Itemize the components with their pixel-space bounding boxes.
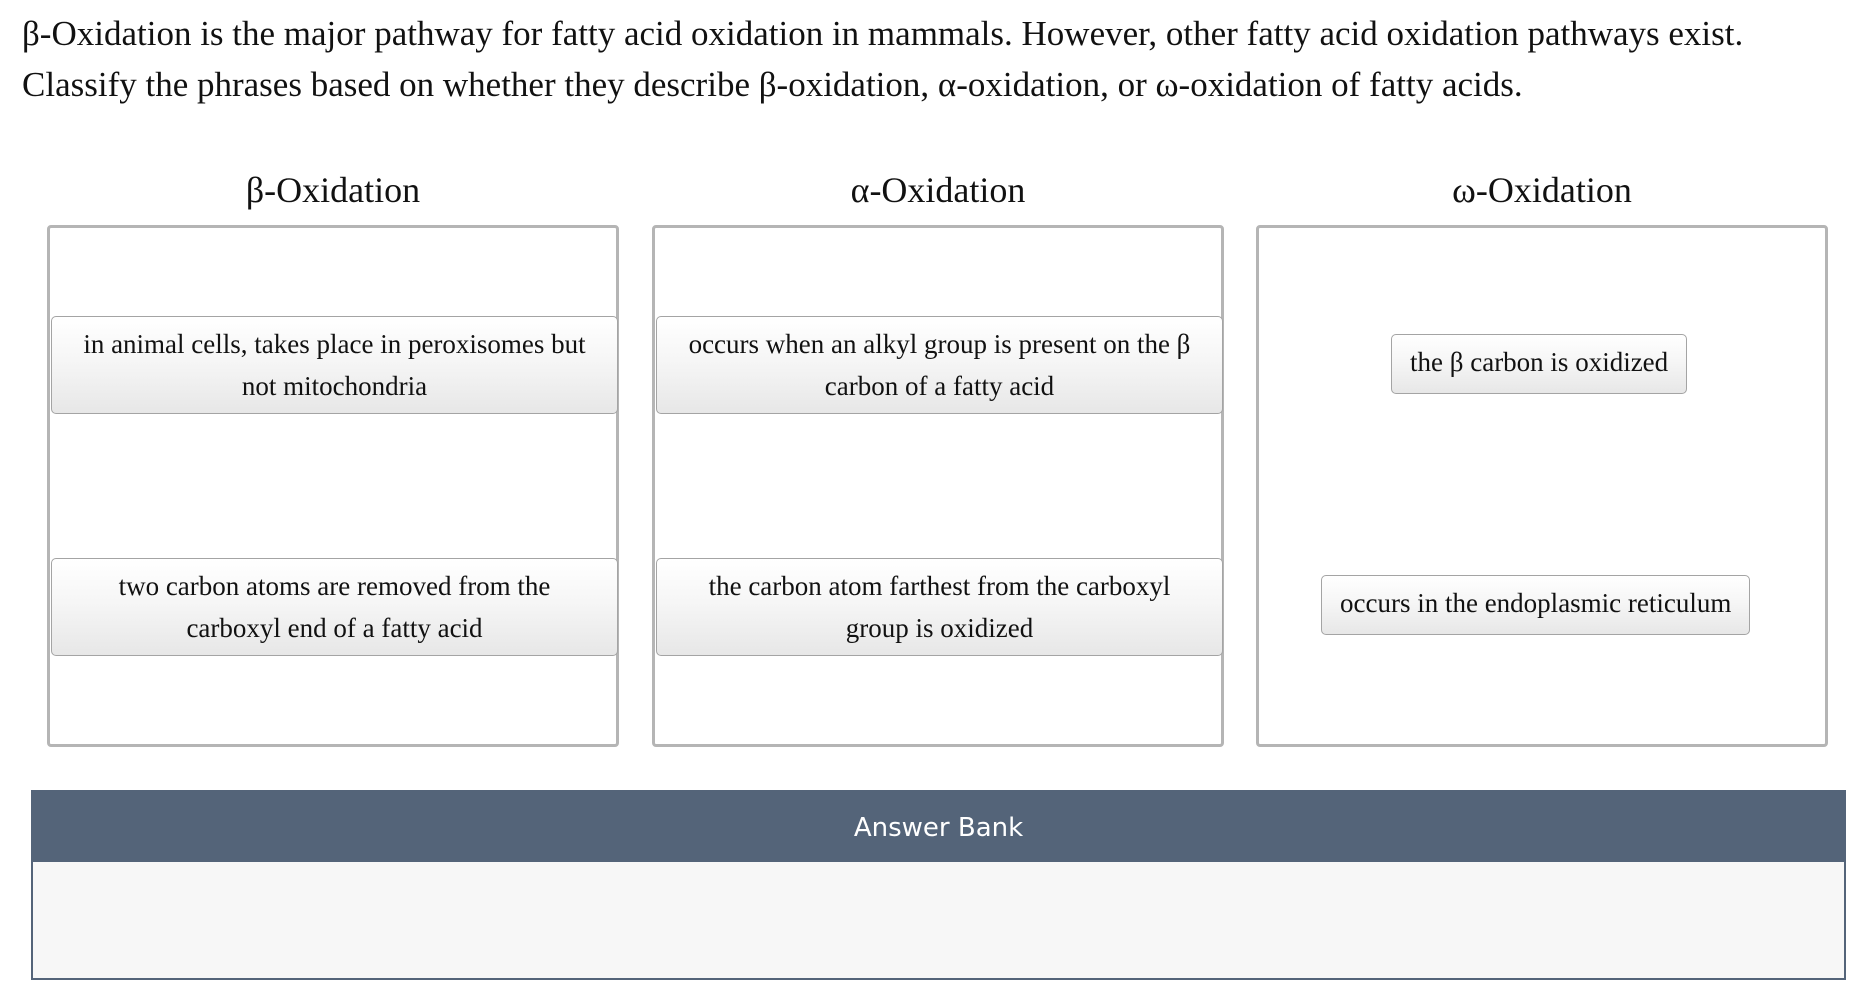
answer-card-two-carbons-removed[interactable]: [51, 558, 618, 656]
answer-card-peroxisomes[interactable]: [51, 316, 618, 414]
answer-card-line: occurs when an alkyl group is present on the β: [688, 329, 1191, 359]
answer-card-line: not mitochondria: [241, 371, 428, 401]
question-text: [22, 8, 1852, 110]
column-beta-oxidation: [47, 160, 619, 643]
drop-zone-beta-oxidation[interactable]: [47, 225, 619, 747]
answer-card-beta-carbon-oxidized[interactable]: [1391, 334, 1687, 394]
question-line-2: Classify the phrases based on whether they describe β-oxidation, α-oxidation, or ω-oxidation of fatty acids.: [22, 65, 1523, 104]
drop-zone-alpha-oxidation[interactable]: [652, 225, 1224, 747]
answer-card-line: group is oxidized: [845, 613, 1034, 643]
answer-card-line: carboxyl end of a fatty acid: [186, 613, 483, 643]
answer-bank-drop-area[interactable]: [33, 862, 1844, 978]
answer-bank-header: Answer Bank: [33, 792, 1844, 862]
answer-card-line: the β carbon is oxidized: [1410, 347, 1669, 377]
answer-card-farthest-carbon[interactable]: [656, 558, 1223, 656]
answer-card-line: in animal cells, takes place in peroxisomes but: [83, 329, 586, 359]
answer-card-line: two carbon atoms are removed from the: [118, 571, 551, 601]
answer-card-line: the carbon atom farthest from the carboxyl: [708, 571, 1171, 601]
column-title-beta: β-Oxidation: [245, 170, 421, 210]
answer-card-line: carbon of a fatty acid: [824, 371, 1055, 401]
column-omega-oxidation: [1256, 160, 1828, 618]
column-alpha-oxidation: [652, 160, 1224, 643]
drop-zone-omega-oxidation[interactable]: [1256, 225, 1828, 747]
answer-card-alkyl-group[interactable]: [656, 316, 1223, 414]
answer-card-line: occurs in the endoplasmic reticulum: [1340, 588, 1732, 618]
question-line-1: β-Oxidation is the major pathway for fatty acid oxidation in mammals. However, other fatty acid oxidation pathways exist.: [22, 14, 1744, 53]
column-title-alpha: α-Oxidation: [850, 170, 1026, 210]
column-title-omega: ω-Oxidation: [1452, 170, 1632, 210]
answer-bank: [31, 790, 1846, 980]
answer-card-endoplasmic-reticulum[interactable]: [1321, 575, 1750, 635]
